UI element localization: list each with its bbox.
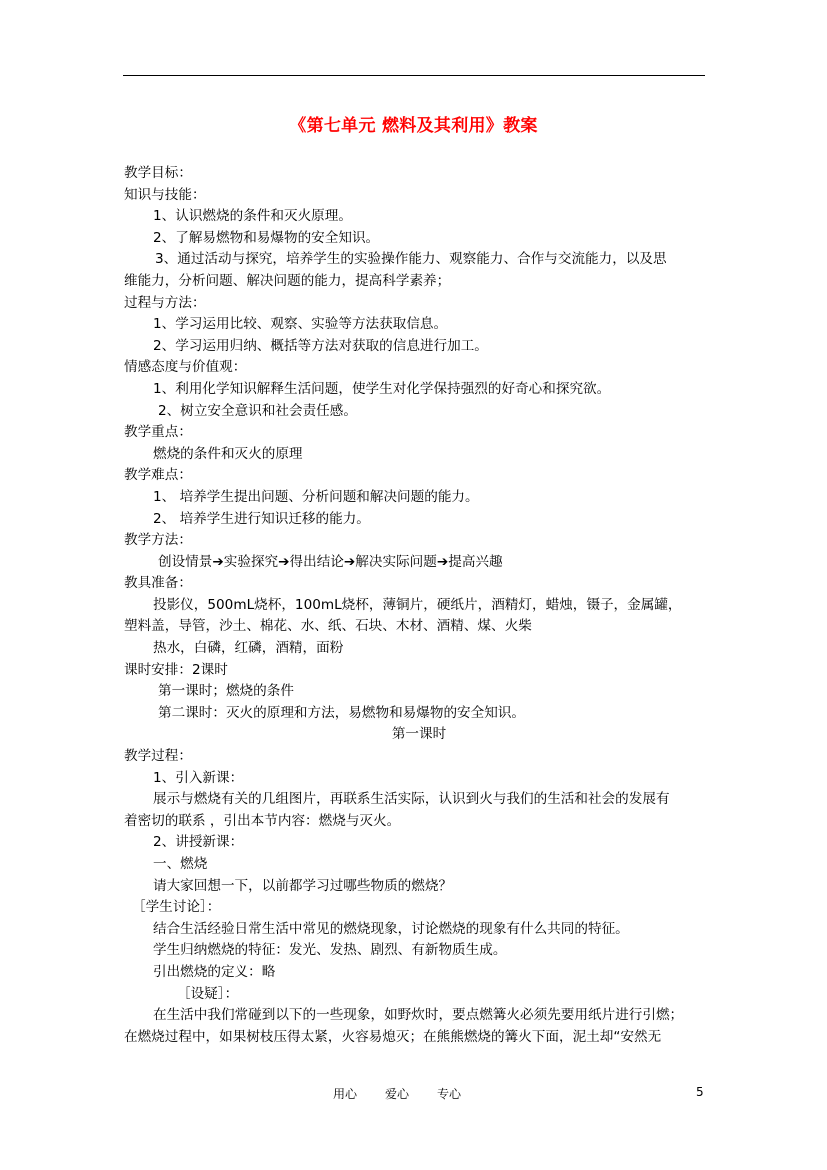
- body-line: 教学目标：: [124, 165, 192, 181]
- body-line: 在燃烧过程中，如果树枝压得太紧，火容易熄灭；在熊熊燃烧的篝火下面，泥土却“安然无: [124, 1028, 662, 1045]
- body-line: 教具准备：: [124, 575, 192, 592]
- body-line: 1、引入新课：: [153, 769, 244, 786]
- document-title: 《第七单元 燃料及其利用》教案: [289, 116, 538, 136]
- body-line: 2、讲授新课：: [153, 834, 244, 851]
- body-line: 1、学习运用比较、观察、实验等方法获取信息。: [153, 316, 448, 333]
- body-line: 一、燃烧: [153, 856, 208, 872]
- body-line: 知识与技能：: [124, 186, 206, 203]
- body-line: 情感态度与价值观：: [124, 359, 247, 376]
- body-line: 创设情景➔实验探究➔得出结论➔解决实际问题➔提高兴趣: [158, 553, 503, 570]
- body-line: 第二课时：灭火的原理和方法，易燃物和易爆物的安全知识。: [158, 704, 526, 721]
- body-line: 教学过程：: [124, 748, 192, 765]
- footer-motto-3: 专心: [437, 1087, 462, 1101]
- body-line: 热水，白磷，红磷，酒精，面粉: [153, 640, 344, 657]
- footer-motto-2: 爱心: [385, 1087, 410, 1101]
- body-line: 3、通过活动与探究，培养学生的实验操作能力、观察能力、合作与交流能力，以及思: [155, 251, 667, 268]
- footer-motto: [333, 1085, 489, 1102]
- body-line: ［学生讨论］：: [132, 899, 221, 916]
- body-line: 教学难点：: [124, 467, 192, 484]
- body-line: 教学方法：: [124, 532, 192, 549]
- body-line: 塑料盖，导管，沙土、棉花、水、纸、石块、木材、酒精、煤、火柴: [124, 618, 532, 635]
- body-line: 教学重点：: [124, 424, 192, 441]
- body-line: 1、认识燃烧的条件和灭火原理。: [153, 208, 352, 225]
- body-line: 1、利用化学知识解释生活问题，使学生对化学保持强烈的好奇心和探究欲。: [153, 380, 611, 397]
- body-line: 燃烧的条件和灭火的原理: [153, 445, 303, 462]
- page-number: 5: [696, 1085, 704, 1099]
- body-line: 课时安排：2课时: [124, 661, 228, 678]
- body-line: 第一课时: [391, 726, 447, 743]
- header-rule: [123, 75, 705, 76]
- body-line: 过程与方法：: [124, 294, 206, 311]
- body-line: 1、 培养学生提出问题、分析问题和解决问题的能力。: [153, 488, 479, 505]
- body-line: 在生活中我们常碰到以下的一些现象，如野炊时，要点燃篝火必须先要用纸片进行引燃；: [153, 1007, 684, 1024]
- document-body: [124, 163, 714, 1048]
- body-line: 学生归纳燃烧的特征：发光、发热、剧烈、有新物质生成。: [153, 942, 507, 959]
- body-line: 2、树立安全意识和社会责任感。: [158, 402, 357, 419]
- body-line: 2、学习运用归纳、概括等方法对获取的信息进行加工。: [153, 337, 488, 354]
- body-line: 引出燃烧的定义：略: [153, 963, 276, 980]
- body-line: 请大家回想一下，以前都学习过哪些物质的燃烧？: [153, 877, 453, 894]
- body-line: ［设疑］：: [177, 985, 239, 1002]
- body-line: 结合生活经验日常生活中常见的燃烧现象，讨论燃烧的现象有什么共同的特征。: [153, 920, 629, 937]
- body-line: 展示与燃烧有关的几组图片，再联系生活实际，认识到火与我们的生活和社会的发展有: [153, 791, 670, 808]
- body-line: 维能力，分析问题、解决问题的能力，提高科学素养；: [124, 272, 451, 289]
- body-line: 着密切的联系 ，引出本节内容：燃烧与灭火。: [124, 812, 401, 829]
- body-line: 投影仪，500mL烧杯，100mL烧杯，薄铜片，硬纸片，酒精灯，蜡烛，镊子，金属罐，: [153, 596, 682, 613]
- footer-motto-1: 用心: [333, 1087, 358, 1101]
- body-line: 第一课时；燃烧的条件: [158, 683, 294, 700]
- body-line: 2、了解易燃物和易爆物的安全知识。: [153, 229, 380, 246]
- body-line: 2、 培养学生进行知识迁移的能力。: [153, 510, 370, 527]
